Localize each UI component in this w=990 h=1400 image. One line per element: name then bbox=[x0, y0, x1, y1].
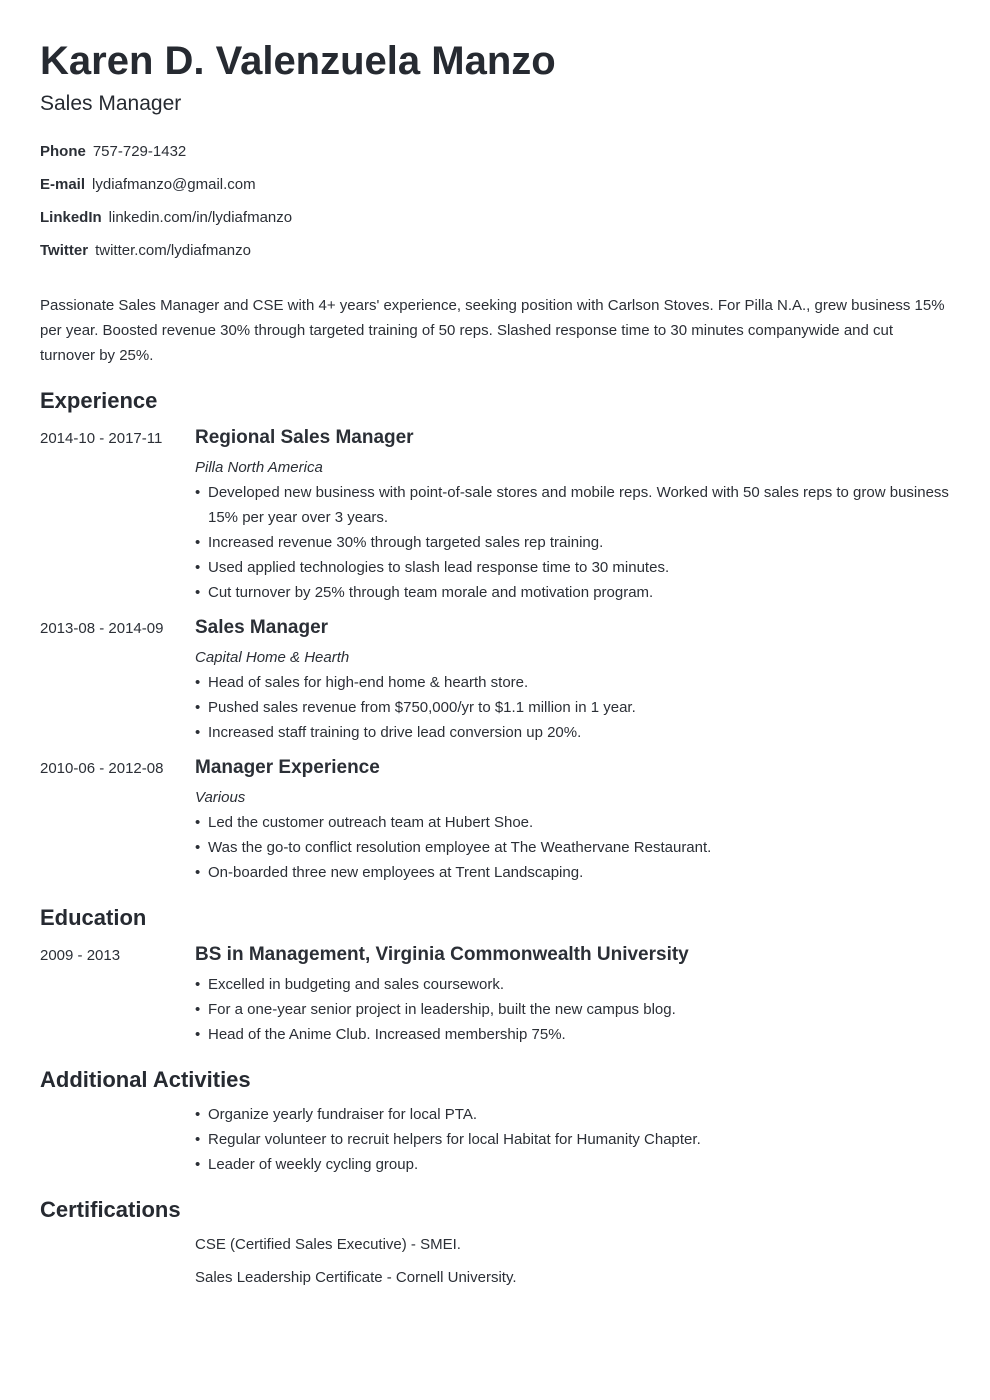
list-item: • Leader of weekly cycling group. bbox=[195, 1152, 950, 1177]
job-bullets bbox=[195, 670, 950, 745]
job-title: Sales Manager bbox=[195, 617, 329, 638]
list-item: • Excelled in budgeting and sales coursework. bbox=[195, 972, 950, 997]
list-item: • Head of sales for high-end home & hearth store. bbox=[195, 670, 950, 695]
education-dates: 2009 - 2013 bbox=[40, 947, 121, 964]
job-title: Regional Sales Manager bbox=[195, 427, 414, 448]
job-company: Pilla North America bbox=[195, 459, 323, 476]
email-value: lydiafmanzo@gmail.com bbox=[92, 176, 256, 193]
candidate-title: Sales Manager bbox=[40, 92, 182, 115]
experience-heading: Experience bbox=[40, 388, 158, 413]
contact-linkedin bbox=[40, 208, 292, 228]
job-dates: 2010-06 - 2012-08 bbox=[40, 760, 164, 777]
summary-paragraph: Passionate Sales Manager and CSE with 4+ years' experience, seeking position with Carlson Stoves. For Pilla N.A., grew business 15% per year. Boosted revenue 30% through targeted training of 50 reps. Slashed response time to 30 minutes companywide and cut turnover by 25%. bbox=[40, 297, 945, 364]
job-bullets bbox=[195, 480, 950, 605]
linkedin-value: linkedin.com/in/lydiafmanzo bbox=[108, 209, 293, 226]
list-item: • Regular volunteer to recruit helpers for local Habitat for Humanity Chapter. bbox=[195, 1127, 950, 1152]
contact-label: E-mail bbox=[40, 176, 86, 193]
certifications-heading: Certifications bbox=[40, 1197, 181, 1222]
education-bullets bbox=[195, 972, 950, 1047]
list-item: • Head of the Anime Club. Increased membership 75%. bbox=[195, 1022, 950, 1047]
job-dates: 2013-08 - 2014-09 bbox=[40, 620, 164, 637]
job-company: Capital Home & Hearth bbox=[195, 649, 350, 666]
activities-bullets bbox=[195, 1102, 950, 1177]
list-item: • Pushed sales revenue from $750,000/yr to $1.1 million in 1 year. bbox=[195, 695, 950, 720]
candidate-name: Karen D. Valenzuela Manzo bbox=[40, 39, 556, 83]
twitter-value: twitter.com/lydiafmanzo bbox=[95, 242, 251, 259]
list-item: • Used applied technologies to slash lead response time to 30 minutes. bbox=[195, 555, 950, 580]
list-item: • For a one-year senior project in leadership, built the new campus blog. bbox=[195, 997, 950, 1022]
education-heading: Education bbox=[40, 905, 147, 930]
contact-twitter bbox=[40, 241, 251, 261]
job-title: Manager Experience bbox=[195, 757, 380, 778]
list-item: • Cut turnover by 25% through team morale and motivation program. bbox=[195, 580, 950, 605]
job-bullets bbox=[195, 810, 950, 885]
list-item: • On-boarded three new employees at Trent Landscaping. bbox=[195, 860, 950, 885]
certification-item: Sales Leadership Certificate - Cornell University. bbox=[195, 1269, 517, 1286]
list-item: • Led the customer outreach team at Hubert Shoe. bbox=[195, 810, 950, 835]
activities-heading: Additional Activities bbox=[40, 1067, 251, 1092]
list-item: • Increased staff training to drive lead conversion up 20%. bbox=[195, 720, 950, 745]
contact-label: Twitter bbox=[40, 242, 89, 259]
list-item: • Was the go-to conflict resolution employee at The Weathervane Restaurant. bbox=[195, 835, 950, 860]
job-company: Various bbox=[195, 789, 246, 806]
list-item: • Organize yearly fundraiser for local PTA. bbox=[195, 1102, 950, 1127]
certification-item: CSE (Certified Sales Executive) - SMEI. bbox=[195, 1236, 461, 1253]
phone-value: 757-729-1432 bbox=[92, 143, 187, 160]
job-dates: 2014-10 - 2017-11 bbox=[40, 430, 163, 447]
education-degree: BS in Management, Virginia Commonwealth University bbox=[195, 944, 689, 965]
list-item: • Developed new business with point-of-sale stores and mobile reps. Worked with 50 sales reps to grow business 15% per year over 3 years. bbox=[195, 480, 950, 530]
contact-email bbox=[40, 175, 256, 195]
list-item: • Increased revenue 30% through targeted sales rep training. bbox=[195, 530, 950, 555]
contact-label: LinkedIn bbox=[40, 209, 102, 226]
contact-phone bbox=[40, 142, 186, 162]
contact-label: Phone bbox=[40, 143, 86, 160]
